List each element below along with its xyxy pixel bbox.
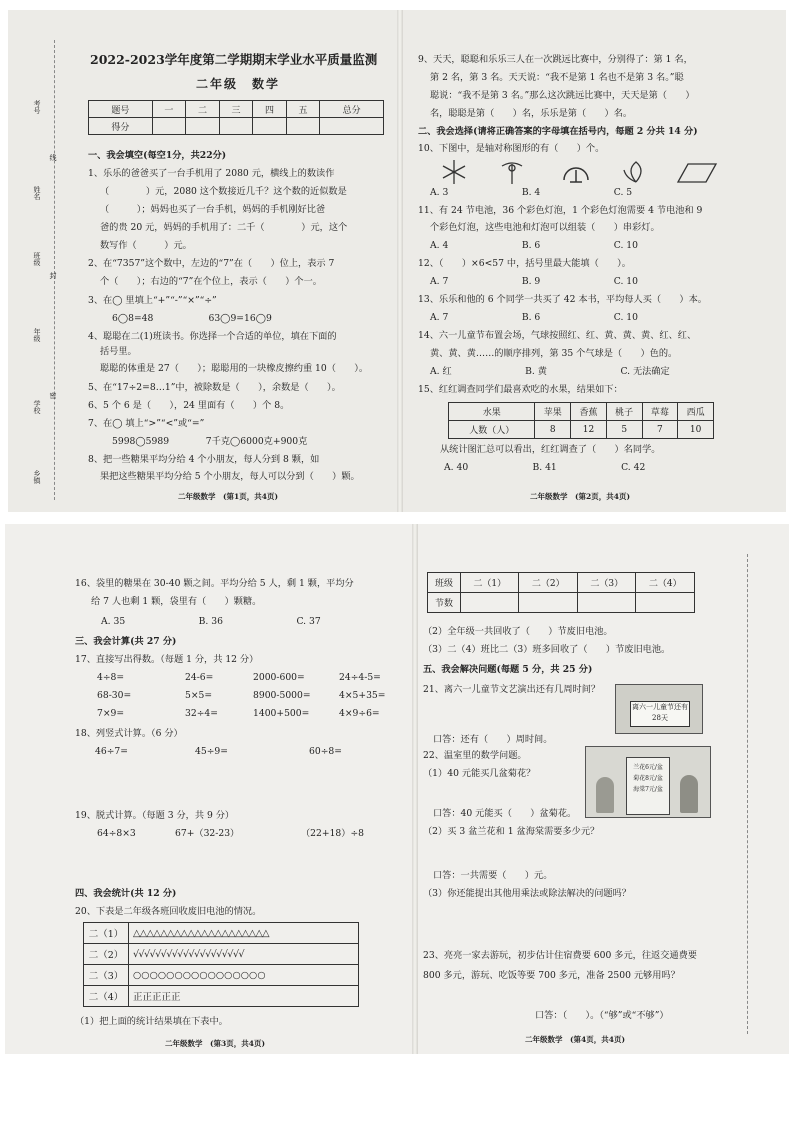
question-line: 6、5 个 6 是（ ），24 里面有（ ）个 8。 bbox=[88, 400, 290, 411]
question-line: 括号里。 bbox=[100, 346, 137, 357]
calc-item: 7×9= bbox=[97, 708, 125, 719]
fruit-count-cell: 5 bbox=[606, 421, 642, 439]
calc-item: 4×9÷6= bbox=[339, 708, 380, 719]
question-line: 爸的贵 20 元，妈妈的手机用了：二千（ ）元，这个 bbox=[100, 222, 348, 233]
choice-line: A. 4 B. 6 C. 10 bbox=[430, 240, 638, 251]
question-line: 聪聪的体重是 27（ ）；聪聪用的一块橡皮擦约重 10（ ）。 bbox=[100, 363, 369, 374]
fruit-table bbox=[448, 402, 714, 439]
score-row-label: 得分 bbox=[89, 118, 153, 135]
question-line: （1）把上面的统计结果填在下表中。 bbox=[75, 1016, 228, 1027]
price-begonia: 海棠7元/盆 bbox=[633, 786, 663, 793]
question-line: 给 7 人也剩 1 颗，袋里有（ ）颗糖。 bbox=[91, 596, 262, 607]
price-board bbox=[626, 757, 670, 815]
score-header-cell: 三 bbox=[219, 101, 253, 118]
leaf-icon bbox=[624, 162, 641, 182]
tally-marks: ○○○○○○○○○○○○○○○○ bbox=[129, 965, 359, 986]
fruit-header-cell: 桃子 bbox=[606, 403, 642, 421]
battery-summary-table bbox=[427, 572, 695, 613]
summary-cell bbox=[460, 593, 519, 613]
question-line: 6◯8=48 63◯9=16◯9 bbox=[112, 313, 272, 324]
question-line: 14、六一儿童节布置会场，气球按照红、红、黄、黄、黄、红、红、 bbox=[418, 330, 697, 341]
question-line: 13、乐乐和他的 6 个同学一共买了 42 本书，平均每人买（ ）本。 bbox=[418, 294, 707, 305]
calc-item: 5×5= bbox=[185, 690, 213, 701]
section-5-heading: 五、我会解决问题(每题 5 分，共 25 分) bbox=[423, 664, 593, 675]
arch-icon bbox=[564, 168, 588, 182]
question-line: （2）买 3 盆兰花和 1 盆海棠需要多少元？ bbox=[423, 826, 600, 837]
exam-subtitle: 二年级 数学 bbox=[196, 77, 281, 91]
exam-title: 2022-2023学年度第二学期期末学业水平质量监测 bbox=[90, 52, 378, 67]
class-label: 二（2） bbox=[84, 944, 129, 965]
choice-line: A. 40 B. 41 C. 42 bbox=[444, 462, 646, 473]
choice-line: A. 35 B. 36 C. 37 bbox=[101, 616, 321, 627]
binding-line bbox=[747, 554, 748, 1034]
page-4 bbox=[415, 524, 789, 1054]
question-line: 23、亮亮一家去游玩，初步估计住宿费要 600 多元，往返交通费要 bbox=[423, 950, 697, 961]
question-line: 2、在“7357”这个数中，左边的“7”在（ ）位上，表示 7 bbox=[88, 258, 335, 269]
countdown-board-text: 离六一儿童节还有28天 bbox=[630, 701, 690, 727]
summary-row-label: 节数 bbox=[428, 593, 461, 613]
question-line: 18、列竖式计算。（6 分） bbox=[75, 728, 183, 739]
score-cell bbox=[219, 118, 253, 135]
question-line: 9、天天，聪聪和乐乐三人在一次跳远比赛中，分别得了：第 1 名， bbox=[418, 54, 693, 65]
choice-line: A. 7 B. 9 C. 10 bbox=[430, 276, 638, 287]
calc-item: 24÷4-5= bbox=[339, 672, 381, 683]
summary-header-cell: 二（3） bbox=[577, 573, 636, 593]
question-line: 个（ ）；右边的“7”在个位上，表示（ ）个一。 bbox=[100, 276, 322, 287]
fruit-header-cell: 西瓜 bbox=[678, 403, 714, 421]
question-line: 7、在◯ 填上“>”“<”或“=” bbox=[88, 418, 205, 429]
snowflake-icon bbox=[443, 160, 465, 184]
calc-item: 68-30= bbox=[97, 690, 132, 701]
score-cell bbox=[320, 118, 384, 135]
question-line: 个彩色灯泡，这些电池和灯泡可以组装（ ）串彩灯。 bbox=[430, 222, 660, 233]
answer-line: 口答：还有（ ）周时间。 bbox=[433, 734, 553, 745]
calc-item: 24-6= bbox=[185, 672, 214, 683]
question-line: 5998◯5989 7千克◯6000克+900克 bbox=[112, 436, 308, 447]
question-line: 4、聪聪在二(1)班读书。你选择一个合适的单位，填在下面的 bbox=[88, 331, 337, 342]
side-label-name: 姓名 bbox=[33, 186, 41, 200]
vertical-calc-item: 46÷7= bbox=[95, 746, 128, 757]
choice-line: A. 7 B. 6 C. 10 bbox=[430, 312, 638, 323]
fruit-count-cell: 12 bbox=[571, 421, 607, 439]
question-line: （ ）元，2080 这个数接近几千？这个数的近似数是 bbox=[100, 186, 347, 197]
question-line: 11、有 24 节电池，36 个彩色灯泡，1 个彩色灯泡需要 4 节电池和 9 bbox=[418, 205, 703, 216]
fruit-header-cell: 草莓 bbox=[642, 403, 678, 421]
class-label: 二（1） bbox=[84, 923, 129, 944]
summary-header-cell: 二（1） bbox=[460, 573, 519, 593]
fruit-header-cell: 苹果 bbox=[535, 403, 571, 421]
question-line: 3、在◯ 里填上“+”“-”“×”“÷” bbox=[88, 295, 217, 306]
question-line: 15、红红调查同学们最喜欢吃的水果，结果如下： bbox=[418, 384, 623, 395]
question-line: 16、袋里的糖果在 30-40 颗之间。平均分给 5 人，剩 1 颗，平均分 bbox=[75, 578, 354, 589]
exam-photo-sheet-1 bbox=[8, 10, 786, 512]
side-label-school: 学校 bbox=[33, 400, 41, 414]
question-line: 1、乐乐的爸爸买了一台手机用了 2080 元，横线上的数读作 bbox=[88, 168, 335, 179]
section-2-heading: 二、我会选择(请将正确答案的字母填在括号内，每题 2 分共 14 分) bbox=[418, 126, 698, 137]
question-line: 8、把一些糖果平均分给 4 个小朋友，每人分到 8 颗，如 bbox=[88, 454, 320, 465]
score-cell bbox=[186, 118, 220, 135]
vertical-calc-item: 45÷9= bbox=[195, 746, 228, 757]
score-cell bbox=[286, 118, 320, 135]
battery-tally-table bbox=[83, 922, 359, 1007]
child-figure-left bbox=[596, 777, 614, 813]
calc-item: 32÷4= bbox=[185, 708, 218, 719]
binding-line bbox=[54, 40, 55, 500]
step-calc-item: 67+（32-23） bbox=[175, 828, 240, 839]
section-4-heading: 四、我会统计(共 12 分) bbox=[75, 888, 177, 899]
question-line: （3）二（4）班比二（3）班多回收了（ ）节废旧电池。 bbox=[423, 644, 671, 655]
score-header-cell: 四 bbox=[253, 101, 287, 118]
greenhouse-image bbox=[585, 746, 711, 818]
page-footer: 二年级数学 (第2页，共4页) bbox=[530, 492, 631, 501]
price-orchid: 兰花6元/盆 bbox=[633, 764, 663, 771]
fruit-header-cell: 水果 bbox=[449, 403, 535, 421]
exam-photo-sheet-2 bbox=[5, 524, 789, 1054]
calc-item: 4÷8= bbox=[97, 672, 125, 683]
calc-item: 8900-5000= bbox=[253, 690, 311, 701]
question-line: 800 多元，游玩、吃饭等要 700 多元，准备 2500 元够用吗？ bbox=[423, 970, 680, 981]
question-line: 12、（ ）×6<57 中，括号里最大能填（ ）。 bbox=[418, 258, 631, 269]
side-mark-seal: 封 bbox=[49, 272, 57, 279]
question-line: （3）你还能提出其他用乘法或除法解决的问题吗？ bbox=[423, 888, 631, 899]
calc-item: 2000-600= bbox=[253, 672, 305, 683]
score-cell bbox=[253, 118, 287, 135]
question-line: 19、脱式计算。（每题 3 分，共 9 分） bbox=[75, 810, 235, 821]
pinwheel-icon bbox=[502, 163, 522, 184]
section-1-heading: 一、我会填空(每空1分，共22分) bbox=[88, 150, 227, 161]
page-footer: 二年级数学 (第3页，共4页) bbox=[165, 1039, 266, 1048]
step-calc-item: 64÷8×3 bbox=[97, 828, 136, 839]
question-line: 第 2 名，第 3 名。天天说：“我不是第 1 名也不是第 3 名。”聪 bbox=[430, 72, 684, 83]
page-3 bbox=[5, 524, 415, 1054]
section-3-heading: 三、我会计算(共 27 分) bbox=[75, 636, 177, 647]
side-label-exam-number: 考号 bbox=[33, 100, 41, 114]
score-cell bbox=[152, 118, 186, 135]
calc-item: 1400+500= bbox=[253, 708, 310, 719]
question-line: （1）40 元能买几盆菊花？ bbox=[423, 768, 536, 779]
fruit-header-cell: 香蕉 bbox=[571, 403, 607, 421]
step-calc-item: （22+18）÷8 bbox=[301, 828, 364, 839]
answer-line: 口答：（ ）。（“够”或“不够”） bbox=[535, 1010, 669, 1021]
summary-cell bbox=[636, 593, 695, 613]
class-label: 二（4） bbox=[84, 986, 129, 1007]
question-line: 5、在“17÷2=8…1”中，被除数是（ ），余数是（ ）。 bbox=[88, 382, 341, 393]
choice-line: A. 红 B. 黄 C. 无法确定 bbox=[430, 366, 670, 377]
question-line: 黄、黄、黄……的顺序排列，第 35 个气球是（ ）色的。 bbox=[430, 348, 678, 359]
page-2 bbox=[400, 10, 786, 512]
tally-marks: √√√√√√√√√√√√√√√√√√√√ bbox=[129, 944, 359, 965]
question-line: 21、离六一儿童节文艺演出还有几周时间？ bbox=[423, 684, 601, 695]
symmetry-figures bbox=[440, 158, 720, 186]
question-line: 名，聪聪是第（ ）名，乐乐是第（ ）名。 bbox=[430, 108, 633, 119]
side-label-grade: 年级 bbox=[33, 328, 41, 342]
question-line: 17、直接写出得数。（每题 1 分，共 12 分） bbox=[75, 654, 259, 665]
fruit-row-label: 人数（人） bbox=[449, 421, 535, 439]
question-line: 聪说：“我不是第 3 名。”那么这次跳远比赛中，天天是第（ ） bbox=[430, 90, 695, 101]
calc-item: 4×5+35= bbox=[339, 690, 386, 701]
class-label: 二（3） bbox=[84, 965, 129, 986]
question-line: （ ）；妈妈也买了一台手机，妈妈的手机刚好比爸 bbox=[100, 204, 326, 215]
page-1 bbox=[8, 10, 400, 512]
summary-header-cell: 二（2） bbox=[519, 573, 578, 593]
page-footer: 二年级数学 (第1页，共4页) bbox=[178, 492, 279, 501]
score-header-cell: 二 bbox=[186, 101, 220, 118]
vertical-calc-item: 60÷8= bbox=[309, 746, 342, 757]
fruit-count-cell: 10 bbox=[678, 421, 714, 439]
summary-cell bbox=[577, 593, 636, 613]
tally-marks: 正正正正正 bbox=[129, 986, 359, 1007]
question-line: 从统计图汇总可以看出，红红调查了（ ）名同学。 bbox=[440, 444, 661, 455]
fruit-count-cell: 8 bbox=[535, 421, 571, 439]
choice-line: A. 3 B. 4 C. 5 bbox=[430, 187, 633, 198]
page-footer: 二年级数学 (第4页，共4页) bbox=[525, 1035, 626, 1044]
summary-header-cell: 二（4） bbox=[636, 573, 695, 593]
score-header-cell: 一 bbox=[152, 101, 186, 118]
side-mark-line: 线 bbox=[49, 154, 57, 161]
answer-line: 口答：40 元能买（ ）盆菊花。 bbox=[433, 808, 577, 819]
parallelogram-icon bbox=[678, 164, 716, 182]
price-chrysanthemum: 菊花8元/盆 bbox=[633, 775, 663, 782]
summary-header-cell: 班级 bbox=[428, 573, 461, 593]
score-header-cell: 题号 bbox=[89, 101, 153, 118]
side-label-class: 班级 bbox=[33, 252, 41, 266]
summary-cell bbox=[519, 593, 578, 613]
question-line: 果把这些糖果平均分给 5 个小朋友，每人可以分到（ ）颗。 bbox=[100, 471, 360, 482]
score-header-cell: 五 bbox=[286, 101, 320, 118]
question-line: 数写作（ ）元。 bbox=[100, 240, 192, 251]
answer-line: 口答：一共需要（ ）元。 bbox=[433, 870, 553, 881]
question-line: 10、下图中，是轴对称图形的有（ ）个。 bbox=[418, 143, 605, 154]
fruit-count-cell: 7 bbox=[642, 421, 678, 439]
countdown-board-image bbox=[615, 684, 703, 734]
score-header-cell: 总分 bbox=[320, 101, 384, 118]
tally-marks: △△△△△△△△△△△△△△△△△△△△ bbox=[129, 923, 359, 944]
question-line: 22、温室里的数学问题。 bbox=[423, 750, 527, 761]
question-line: 20、下表是二年级各班回收废旧电池的情况。 bbox=[75, 906, 262, 917]
side-label-town: 乡镇 bbox=[33, 470, 41, 484]
score-table bbox=[88, 100, 384, 135]
child-figure-right bbox=[680, 775, 698, 813]
side-mark-secret: 密 bbox=[49, 392, 57, 399]
question-line: （2）全年级一共回收了（ ）节废旧电池。 bbox=[423, 626, 613, 637]
